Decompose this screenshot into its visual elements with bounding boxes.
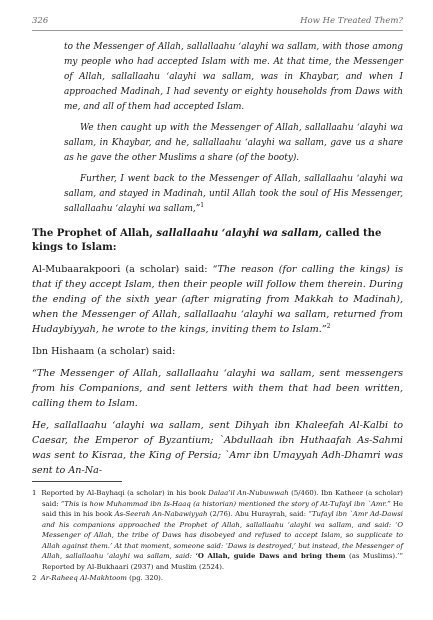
footnotes — [32, 488, 403, 585]
running-title: How He Treated Them? — [300, 16, 403, 26]
quote-paragraph: Further, I went back to the Messenger of Allah, sallallaahu ‘alayhi wa sallam, and stayed in Madinah, until Allah took the soul of His Messenger, sallallaahu ‘alayhi wa sallam,”$^1$ — [64, 174, 403, 214]
page-body — [32, 40, 403, 485]
quote-paragraph: to the Messenger of Allah, sallallaahu ‘alayhi wa sallam, with those among my people who had accepted Islam with me. At that time, the Messenger of Allah, sallallaahu ‘alayhi wa sallam, was in Khaybar, and when I approached Madinah, I had seventy or eighty households from Daws with me, and all of them had accepted Islam. — [64, 42, 403, 112]
footnote-ref: 2 — [326, 323, 331, 330]
section-heading: The Prophet of Allah, sallallaahu ‘alayhi wa sallam, called the kings to Islam: — [32, 228, 382, 253]
body-paragraph: Al-Mubaarakpoori (a scholar) said: “The reason (for calling the kings) is that if they accept Islam, then their people will follow them therein. During the ending of the sixth year (after migrating from Makkah to Madinah), when the Messenger of Allah, sallallaahu ‘alayhi wa sallam, returned from Hudaybiyyah, he wrote to the kings, inviting them to Islam.”$^2$ — [32, 264, 403, 335]
page-number: 326 — [32, 16, 49, 26]
footnote: 1 Reported by Al-Bayhaqi (a scholar) in his book Dalaa’il An-Nubuwwah (5/460). Ibn Katheer (a scholar) said: “This is how Muhammad ibn Is-Haaq (a historian) mentioned the story of At-Tufayl ibn `Amr.” He said this in his book As-Seerah An-Nabawiyyah (2/76). Abu Hurayrah, said: “Tufayl ibn `Amr Ad-Dawsi and his companions approached the Prophet of Allah, sallallaahu ‘alayhi wa sallam, and said: ‘O Messenger of Allah, the tribe of Daws has disobeyed and refused to accept Islam, so supplicate to Allah against them.’ At that moment, someone said: ‘Daws is destroyed,’ but instead, the Messenger of Allah, sallallaahu ‘alayhi wa sallam, said: ‘O Allah, guide Daws and bring them (as Muslims).’” Reported by Al-Bukhaari (2937) and Muslim (2524). — [32, 489, 403, 571]
body-paragraph: Ibn Hishaam (a scholar) said: — [32, 346, 176, 357]
footnote-ref: 1 — [200, 202, 205, 209]
footnote-separator — [32, 481, 122, 482]
footnote: 2 Ar-Raheeq Al-Makhtoom (pg. 320). — [32, 574, 164, 582]
body-paragraph: “The Messenger of Allah, sallallaahu ‘alayhi wa sallam, sent messengers from his Companions, and sent letters with them that had been written, calling them to Islam. — [32, 368, 403, 409]
page-header — [32, 16, 403, 31]
quote-paragraph: We then caught up with the Messenger of Allah, sallallaahu ‘alayhi wa sallam, in Khaybar, and he, sallallaahu ‘alayhi wa sallam, gave us a share as he gave the other Muslims a share (of the booty). — [64, 123, 403, 163]
body-paragraph: He, sallallaahu ‘alayhi wa sallam, sent Dihyah ibn Khaleefah Al-Kalbi to Caesar, the Emperor of Byzantium; `Abdullaah ibn Huthaafah As-Sahmi was sent to Kisraa, the King of Persia; `Amr ibn Umayyah Adh-Dhamri was sent to An-Na- — [32, 420, 403, 476]
